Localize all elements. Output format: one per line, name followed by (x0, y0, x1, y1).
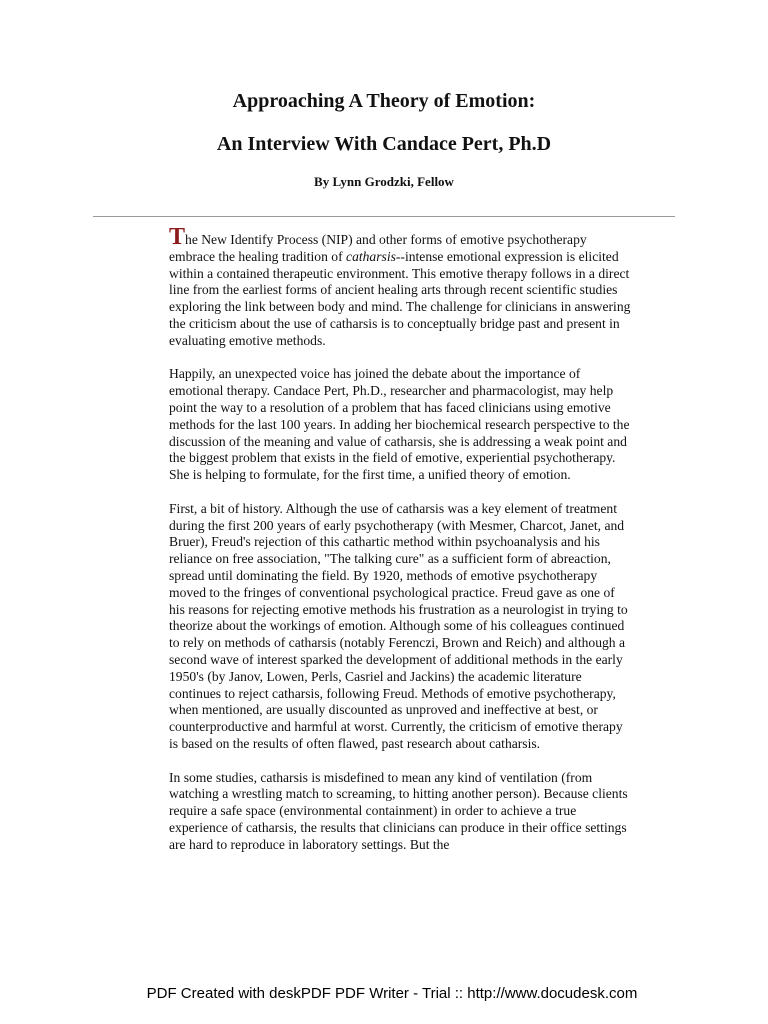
paragraph-4: In some studies, catharsis is misdefined to mean any kind of ventilation (from watching a wrestling match to screaming, to hitting another person). Because clients require a safe space (environmental containment) in order to achieve a true experience of catharsis, the results that clinicians can produce in their office settings are hard to reproduce in laboratory settings. But the (169, 769, 628, 852)
article-title: Approaching A Theory of Emotion: (232, 90, 536, 112)
paragraph-2: Happily, an unexpected voice has joined the debate about the importance of emotional therapy. Candace Pert, Ph.D., researcher and pharmacologist, may help point the way to a resolution of a problem that has faced clinicians using emotive methods for the last 100 years. In adding her biochemical research perspective to the discussion of the meaning and value of catharsis, she is addressing a weak point and the biggest problem that exists in the field of emotive, experiential psychotherapy. She is helping to formulate, for the first time, a unified theory of emotion. (169, 366, 630, 483)
horizontal-rule (93, 216, 675, 217)
paragraph-1 (169, 224, 631, 350)
pdf-footer: PDF Created with deskPDF PDF Writer - Trial :: http://www.docudesk.com (146, 985, 638, 1002)
paragraph-1-rest: --intense emotional expression is elicited within a contained therapeutic environment. This emotive therapy follows in a direct line from the earliest forms of ancient healing arts through recent scientific studies exploring the link between body and mind. The challenge for clinicians in answering the criticism about the use of catharsis is to conceptually bridge past and present in evaluating emotive methods. (169, 248, 631, 348)
paragraph-1-italic: catharsis (346, 248, 396, 264)
byline: By Lynn Grodzki, Fellow (314, 174, 454, 189)
article-subtitle: An Interview With Candace Pert, Ph.D (216, 133, 552, 155)
paragraph-3: First, a bit of history. Although the use of catharsis was a key element of treatment during the first 200 years of early psychotherapy (with Mesmer, Charcot, Janet, and Bruer), Freud's rejection of this cathartic method within psychoanalysis and his reliance on free association, "The talking cure" as a sufficient form of abreaction, spread until dominating the field. By 1920, methods of emotive psychotherapy moved to the fringes of conventional psychological practice. Freud gave as one of his reasons for rejecting emotive methods his frustration as a neurologist in trying to theorize about the workings of emotion. Although some of his colleagues continued to rely on methods of catharsis (notably Ferenczi, Brown and Reich) and although a second wave of interest sparked the development of additional methods in the early 1950's (by Janov, Lowen, Perls, Casriel and Jackins) the academic literature continues to reject catharsis, following Freud. Methods of emotive psychotherapy, when mentioned, are usually discounted as unproved and ineffective at best, or counterproductive and harmful at worst. Currently, the criticism of emotive therapy is based on the results of often flawed, past research about catharsis. (169, 500, 628, 751)
paragraph-1-lead: he New Identify Process (NIP) and other forms of emotive psychotherapy embrace the healing tradition of (169, 232, 587, 264)
article-body (169, 224, 631, 870)
drop-cap: T (169, 224, 186, 250)
